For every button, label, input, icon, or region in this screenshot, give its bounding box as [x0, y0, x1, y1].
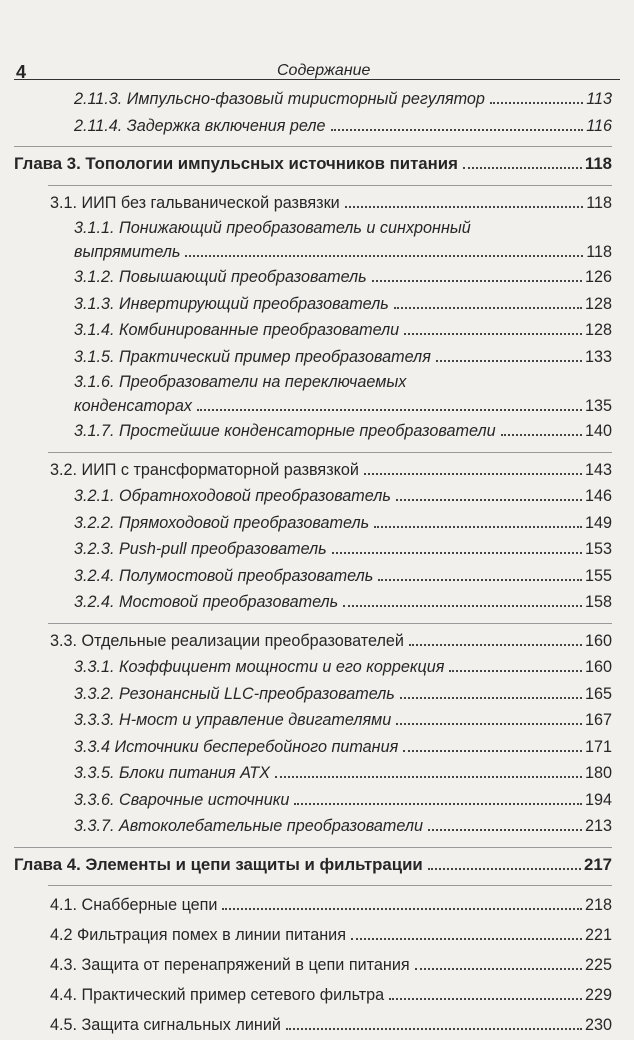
dot-leader [332, 552, 582, 554]
toc-entry[interactable]: 3.3.1. Коэффициент мощности и его коррекция 160 [14, 654, 612, 681]
dot-leader [185, 255, 583, 257]
dot-leader [343, 605, 582, 607]
page-ref: 158 [584, 593, 612, 611]
page-ref: 149 [584, 513, 612, 532]
page-ref: 146 [584, 487, 612, 505]
dot-leader [275, 776, 582, 778]
page-ref: 155 [584, 566, 612, 585]
page-ref: 128 [584, 294, 612, 313]
toc-entry[interactable]: 2.11.3. Импульсно-фазовый тиристорный регулятор 113 [14, 86, 612, 113]
page-ref: 213 [584, 817, 612, 835]
page-number: 4 [16, 62, 27, 82]
toc-entry[interactable]: 3.1.2. Повышающий преобразователь 126 [14, 264, 612, 291]
toc-entry[interactable]: 3.1.1. Понижающий преобразователь и синхронный выпрямитель 118 [14, 216, 612, 264]
toc-entry[interactable]: 3.3.4 Источники бесперебойного питания 171 [14, 734, 612, 761]
toc-entry[interactable]: 4.4. Практический пример сетевого фильтра 229 [14, 980, 612, 1010]
page-ref: 118 [584, 154, 612, 173]
dot-leader [222, 908, 582, 910]
toc-entry[interactable]: 3.1.6. Преобразователи на переключаемых конденсаторах 135 [14, 370, 612, 418]
page-ref: 217 [584, 854, 612, 874]
dot-leader [345, 206, 583, 208]
running-title: Содержание [277, 62, 371, 79]
dot-leader [374, 526, 582, 528]
separator [48, 185, 612, 186]
page-ref: 128 [584, 321, 612, 339]
dot-leader [372, 280, 582, 282]
toc-entry[interactable]: 3.3.3. Н-мост и управление двигателями 167 [14, 707, 612, 734]
toc-section-3-3[interactable]: 3.3. Отдельные реализации преобразователей 160 [14, 628, 612, 655]
page-header [14, 58, 620, 82]
dot-leader [197, 409, 582, 411]
dot-leader [428, 868, 581, 870]
table-of-contents [14, 86, 612, 1040]
page-ref: 180 [584, 764, 612, 782]
dot-leader [463, 167, 582, 169]
dot-leader [286, 1028, 582, 1030]
toc-entry[interactable]: 3.3.7. Автоколебательные преобразователи 213 [14, 813, 612, 840]
dot-leader [428, 829, 582, 831]
dot-leader [404, 333, 582, 335]
toc-entry[interactable]: 4.5. Защита сигнальных линий 230 [14, 1010, 612, 1040]
toc-entry[interactable]: 3.3.6. Сварочные источники 194 [14, 787, 612, 814]
dot-leader [436, 360, 582, 362]
dot-leader [396, 499, 582, 501]
dot-leader [409, 644, 582, 646]
page-ref: 140 [584, 422, 612, 440]
page-ref: 133 [584, 347, 612, 366]
dot-leader [331, 129, 584, 131]
toc-entry[interactable]: 3.2.4. Полумостовой преобразователь 155 [14, 563, 612, 590]
dot-leader [490, 102, 583, 104]
dot-leader [449, 670, 582, 672]
dot-leader [403, 750, 582, 752]
page-ref: 160 [584, 658, 612, 676]
page-ref: 143 [584, 460, 612, 479]
dot-leader [364, 473, 582, 475]
toc-entry[interactable]: 3.1.5. Практический пример преобразователя 133 [14, 344, 612, 371]
dot-leader [394, 307, 582, 309]
page-ref: 165 [584, 684, 612, 703]
toc-entry[interactable]: 4.3. Защита от перенапряжений в цепи питания 225 [14, 950, 612, 980]
page-ref: 116 [586, 116, 612, 135]
toc-entry[interactable]: 3.2.3. Push-pull преобразователь 153 [14, 536, 612, 563]
page-ref: 135 [584, 397, 612, 415]
separator [48, 623, 612, 624]
toc-chapter-3[interactable]: Глава 3. Топологии импульсных источников питания 118 [14, 151, 612, 178]
toc-entry[interactable]: 4.1. Снабберные цепи 218 [14, 890, 612, 920]
page-ref: 194 [584, 790, 612, 809]
toc-entry[interactable]: 3.1.3. Инвертирующий преобразователь 128 [14, 291, 612, 318]
dot-leader [415, 968, 582, 970]
dot-leader [378, 579, 582, 581]
dot-leader [294, 803, 582, 805]
dot-leader [400, 697, 582, 699]
separator [48, 885, 612, 886]
toc-entry[interactable]: 3.2.1. Обратноходовой преобразователь 146 [14, 483, 612, 510]
toc-entry[interactable]: 3.1.7. Простейшие конденсаторные преобразователи 140 [14, 418, 612, 445]
page-ref: 118 [586, 243, 612, 261]
dot-leader [396, 723, 582, 725]
page-ref: 230 [584, 1016, 612, 1034]
toc-entry[interactable]: 4.2 Фильтрация помех в линии питания 221 [14, 920, 612, 950]
separator [14, 146, 612, 147]
page-ref: 171 [584, 737, 612, 756]
page-ref: 126 [584, 268, 612, 286]
page-ref: 229 [584, 986, 612, 1004]
toc-entry[interactable]: 3.3.2. Резонансный LLC-преобразователь 165 [14, 681, 612, 708]
page-ref: 218 [584, 896, 612, 914]
toc-section-3-1[interactable]: 3.1. ИИП без гальванической развязки 118 [14, 190, 612, 217]
dot-leader [351, 938, 582, 940]
page-ref: 153 [584, 540, 612, 558]
toc-entry[interactable]: 3.3.5. Блоки питания АТХ 180 [14, 760, 612, 787]
separator [48, 452, 612, 453]
toc-entry[interactable]: 3.2.2. Прямоходовой преобразователь 149 [14, 510, 612, 537]
toc-section-3-2[interactable]: 3.2. ИИП с трансформаторной развязкой 143 [14, 457, 612, 484]
page-ref: 167 [584, 711, 612, 729]
toc-entry[interactable]: 2.11.4. Задержка включения реле 116 [14, 113, 612, 140]
page-ref: 118 [586, 193, 612, 212]
separator [14, 847, 612, 848]
toc-chapter-4[interactable]: Глава 4. Элементы и цепи защиты и фильтрации 217 [14, 852, 612, 879]
toc-entry[interactable]: 3.2.4. Мостовой преобразователь 158 [14, 589, 612, 616]
page-ref: 160 [584, 631, 612, 650]
page-ref: 221 [584, 926, 612, 944]
header-rule [14, 79, 620, 80]
toc-entry[interactable]: 3.1.4. Комбинированные преобразователи 128 [14, 317, 612, 344]
dot-leader [501, 434, 582, 436]
page-ref: 225 [584, 956, 612, 974]
page-ref: 113 [586, 90, 612, 108]
